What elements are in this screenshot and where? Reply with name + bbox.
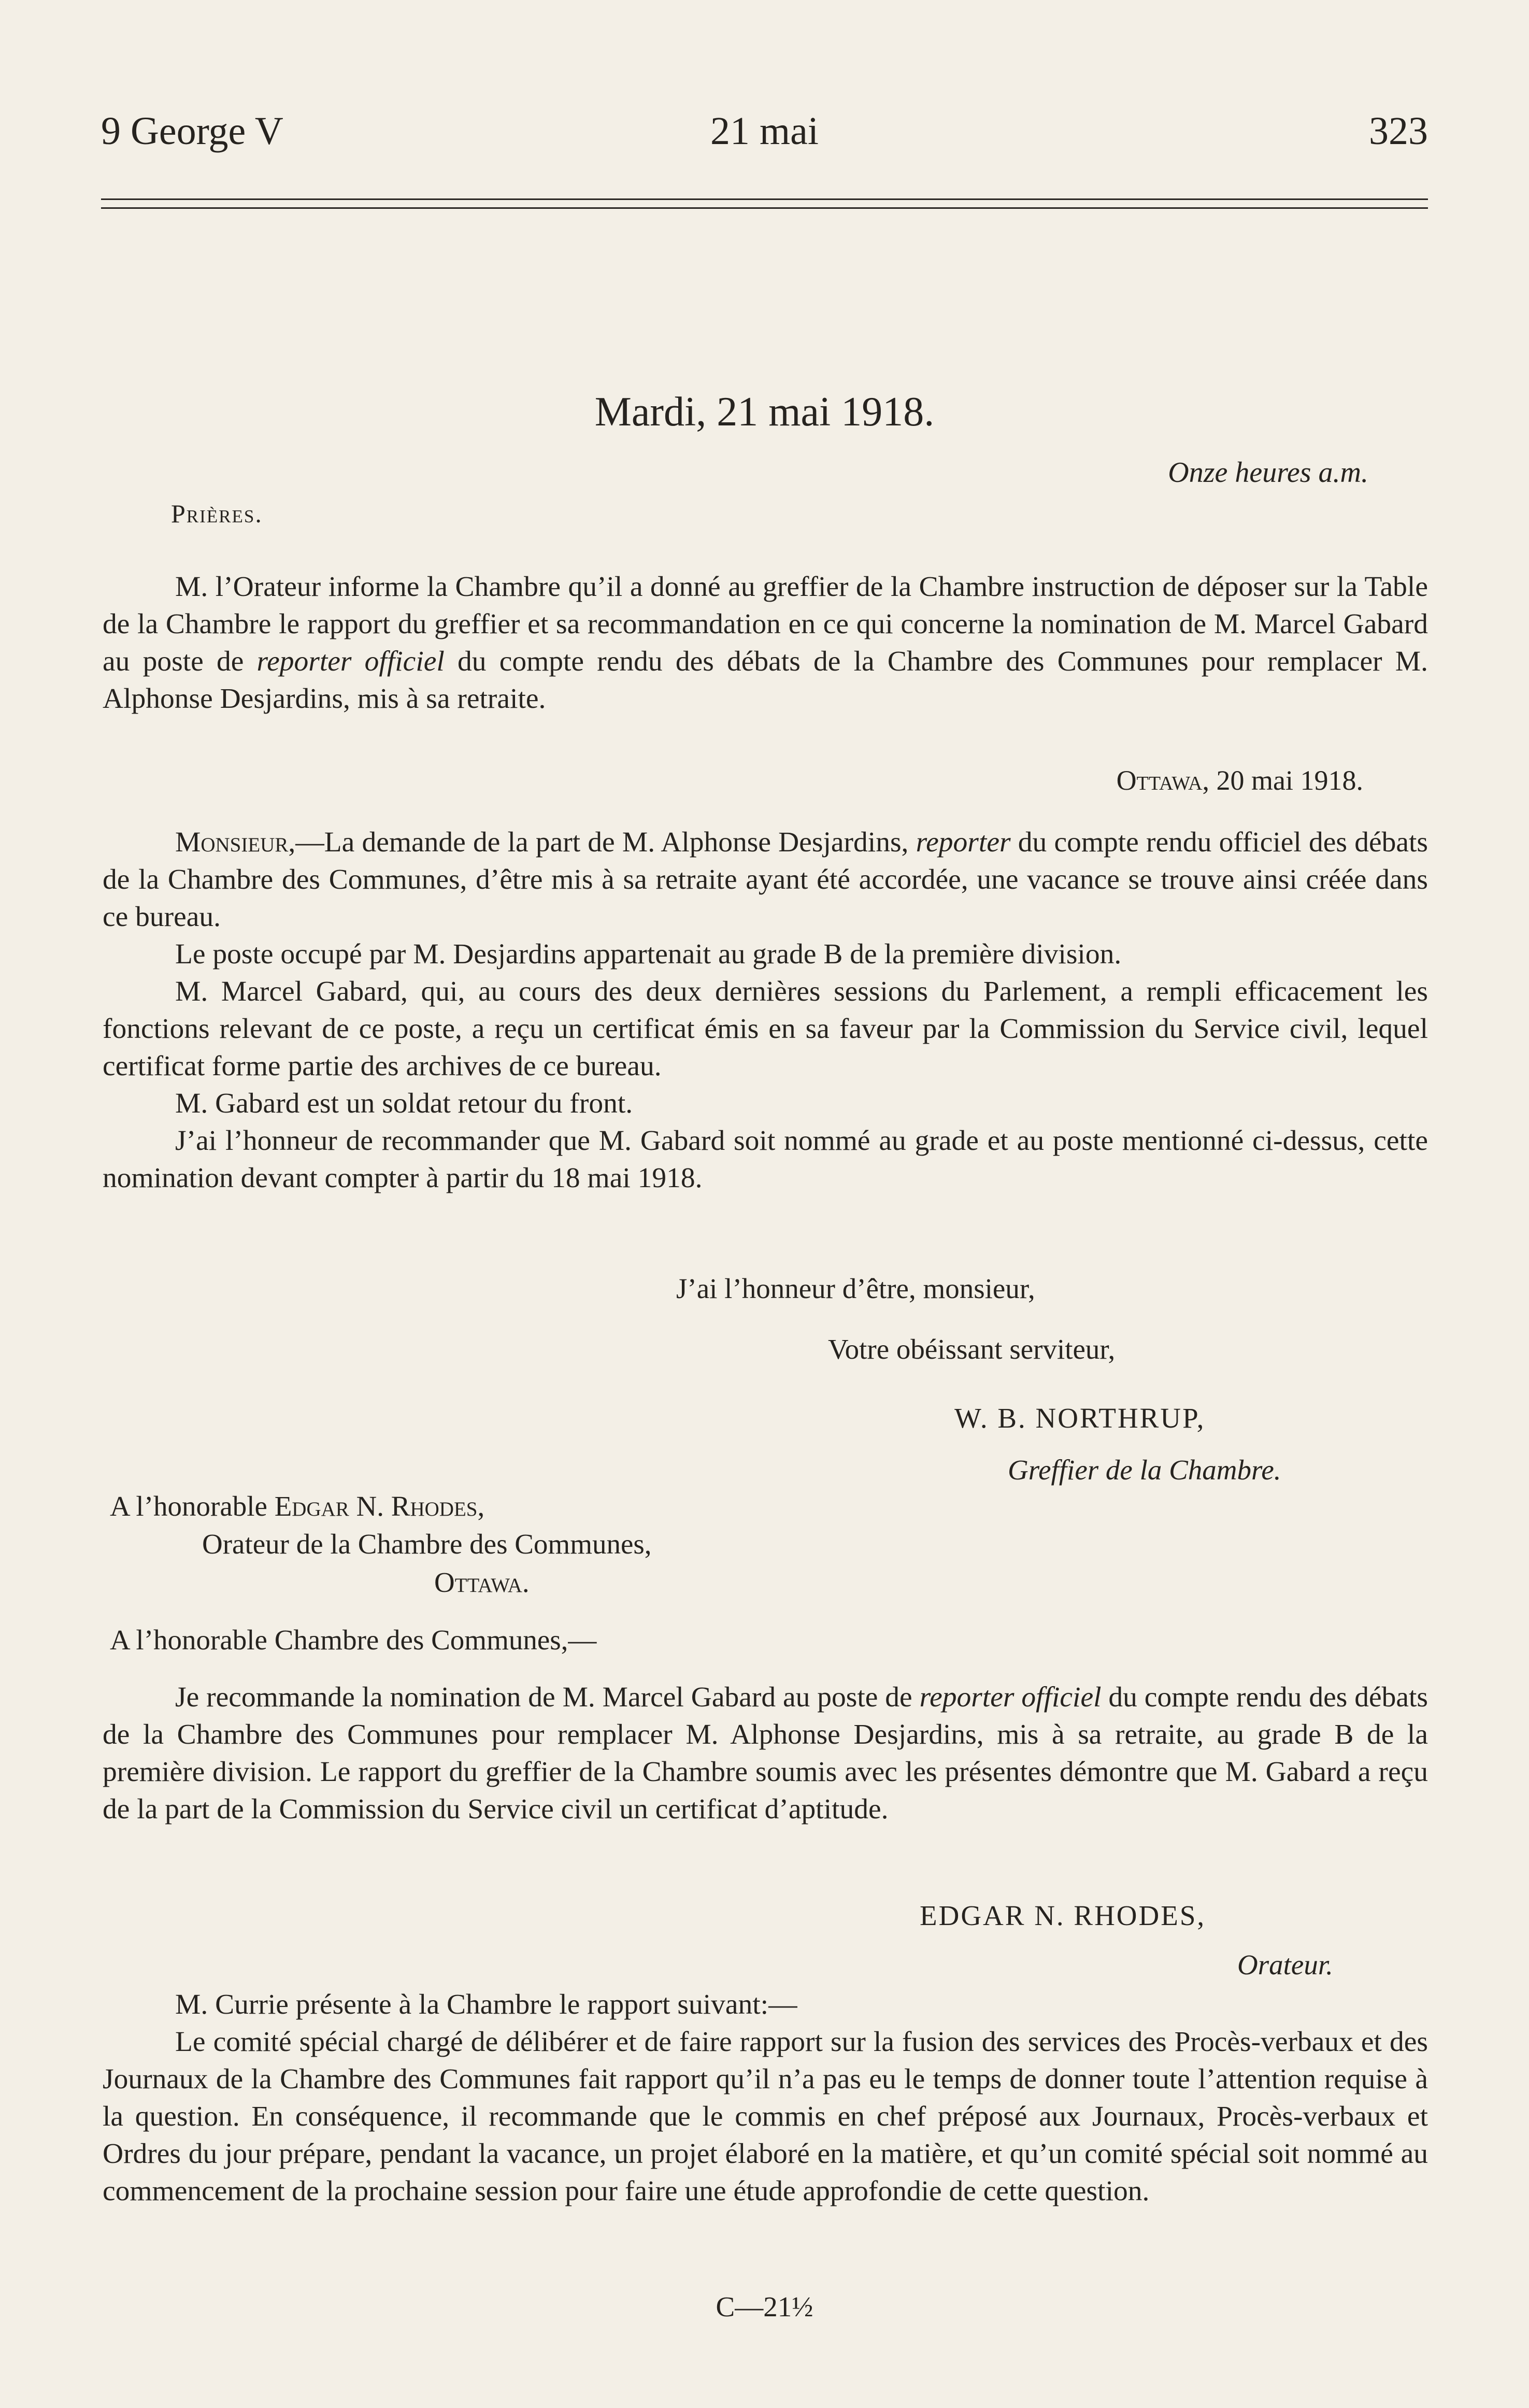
letter-closing-2: Votre obéissant serviteur, [828,1333,1116,1365]
page-number: 323 [1369,109,1428,153]
intro-paragraph [103,568,1428,718]
header-rule-top [101,198,1428,200]
letter-paragraph-1 [103,824,1428,936]
intro-text-end: du compte rendu des débats de la Chambre des Communes pour remplacer M. Alphonse Desjardins, mis à sa retraite. [103,646,1428,715]
addressee-line-3: Ottawa. [434,1566,530,1598]
running-head [101,109,1428,161]
letter-paragraph-5: J’ai l’honneur de recommander que M. Gabard soit nommé au grade et au poste mentionné ci-dessus, cette nomination devant compter à partir du 18 mai 1918. [103,1125,1428,1194]
addressee-name: Edgar N. Rhodes, [274,1490,485,1522]
report-intro: M. Currie présente à la Chambre le rapport suivant:— [175,1989,797,2020]
letter-closing-1: J’ai l’honneur d’être, monsieur, [676,1273,1035,1304]
letter-salutation: Monsieur, [175,827,296,858]
recommendation-addressee: A l’honorable Chambre des Communes,— [110,1624,597,1656]
letter-signature: W. B. NORTHRUP, [954,1402,1206,1434]
letter-p1-italic: reporter [916,827,1011,858]
letter-p1-b: du compte rendu officiel des débats de la Chambre des Communes, d’être mis à sa retraite ayant été accordée, une vacance se trouve ainsi créée dans ce bureau. [103,827,1428,933]
letter-date: 20 mai 1918. [1209,765,1363,796]
sitting-time: Onze heures a.m. [1168,457,1368,489]
letter-signature-title: Greffier de la Chambre. [1008,1454,1281,1486]
header-rule-bottom [101,207,1428,209]
addressee-line-2: Orateur de la Chambre des Communes, [202,1528,652,1560]
letter-place: Ottawa, [1116,765,1210,796]
signature-mark: C—21½ [716,2291,813,2322]
recommendation-text-b: du compte rendu des débats de la Chambre des Communes pour remplacer M. Alphonse Desjardins, mis à sa retraite, au grade B de la première division. Le rapport du greffier de la Chambre soumis avec les présentes démontre que M. Gabard a reçu de la part de la Commission du Service civil un certificat d’aptitude. [103,1682,1428,1825]
addressee-line-1 [110,1490,484,1522]
intro-paragraph-block [103,568,1428,718]
letter-paragraph-2: Le poste occupé par M. Desjardins appartenait au grade B de la première division. [175,938,1122,970]
letter-p1-a: —La demande de la part de M. Alphonse Desjardins, [295,827,916,858]
intro-italic-term: reporter officiel [256,646,445,677]
report-block [103,1986,1428,2210]
prayers-heading: Prières. [171,499,263,528]
recommendation-signature: EDGAR N. RHODES, [920,1900,1206,1931]
letter-dateline [1117,764,1363,796]
head-date: 21 mai [710,109,819,153]
sitting-date: Mardi, 21 mai 1918. [594,389,935,435]
letter-body [103,824,1428,1197]
recommendation-body [103,1679,1428,1828]
recommendation-signature-title: Orateur. [1237,1949,1333,1980]
recommendation-italic-term: reporter officiel [919,1682,1102,1713]
letter-paragraph-4: M. Gabard est un soldat retour du front. [175,1088,633,1119]
addressee-prefix: A l’honorable [110,1490,275,1522]
regnal-year: 9 George V [101,109,283,153]
recommendation-paragraph [103,1679,1428,1828]
recommendation-text-a: Je recommande la nomination de M. Marcel Gabard au poste de [175,1682,920,1713]
report-paragraph: Le comité spécial chargé de délibérer et de faire rapport sur la fusion des services des Procès-verbaux et des Journaux de la Chambre des Communes fait rapport qu’il n’a pas eu le temps de donner toute l’attention requise à la question. En conséquence, il recommande que le commis en chef préposé aux Journaux, Procès-verbaux et Ordres du jour prépare, pendant la vacance, un projet élaboré en la matière, et qu’un comité spécial soit nommé au commencement de la prochaine session pour faire une étude approfondie de cette question. [103,2026,1428,2207]
intro-text: M. l’Orateur informe la Chambre qu’il a donné au greffier de la Chambre instruction de déposer sur la Table de la Chambre le rapport du greffier et sa recommandation en ce qui concerne la nomination de M. Marcel Gabard au poste de [103,571,1428,677]
letter-paragraph-3: M. Marcel Gabard, qui, au cours des deux dernières sessions du Parlement, a rempli efficacement les fonctions relevant de ce poste, a reçu un certificat émis en sa faveur par la Commission du Service civil, lequel certificat forme partie des archives de ce bureau. [103,976,1428,1082]
